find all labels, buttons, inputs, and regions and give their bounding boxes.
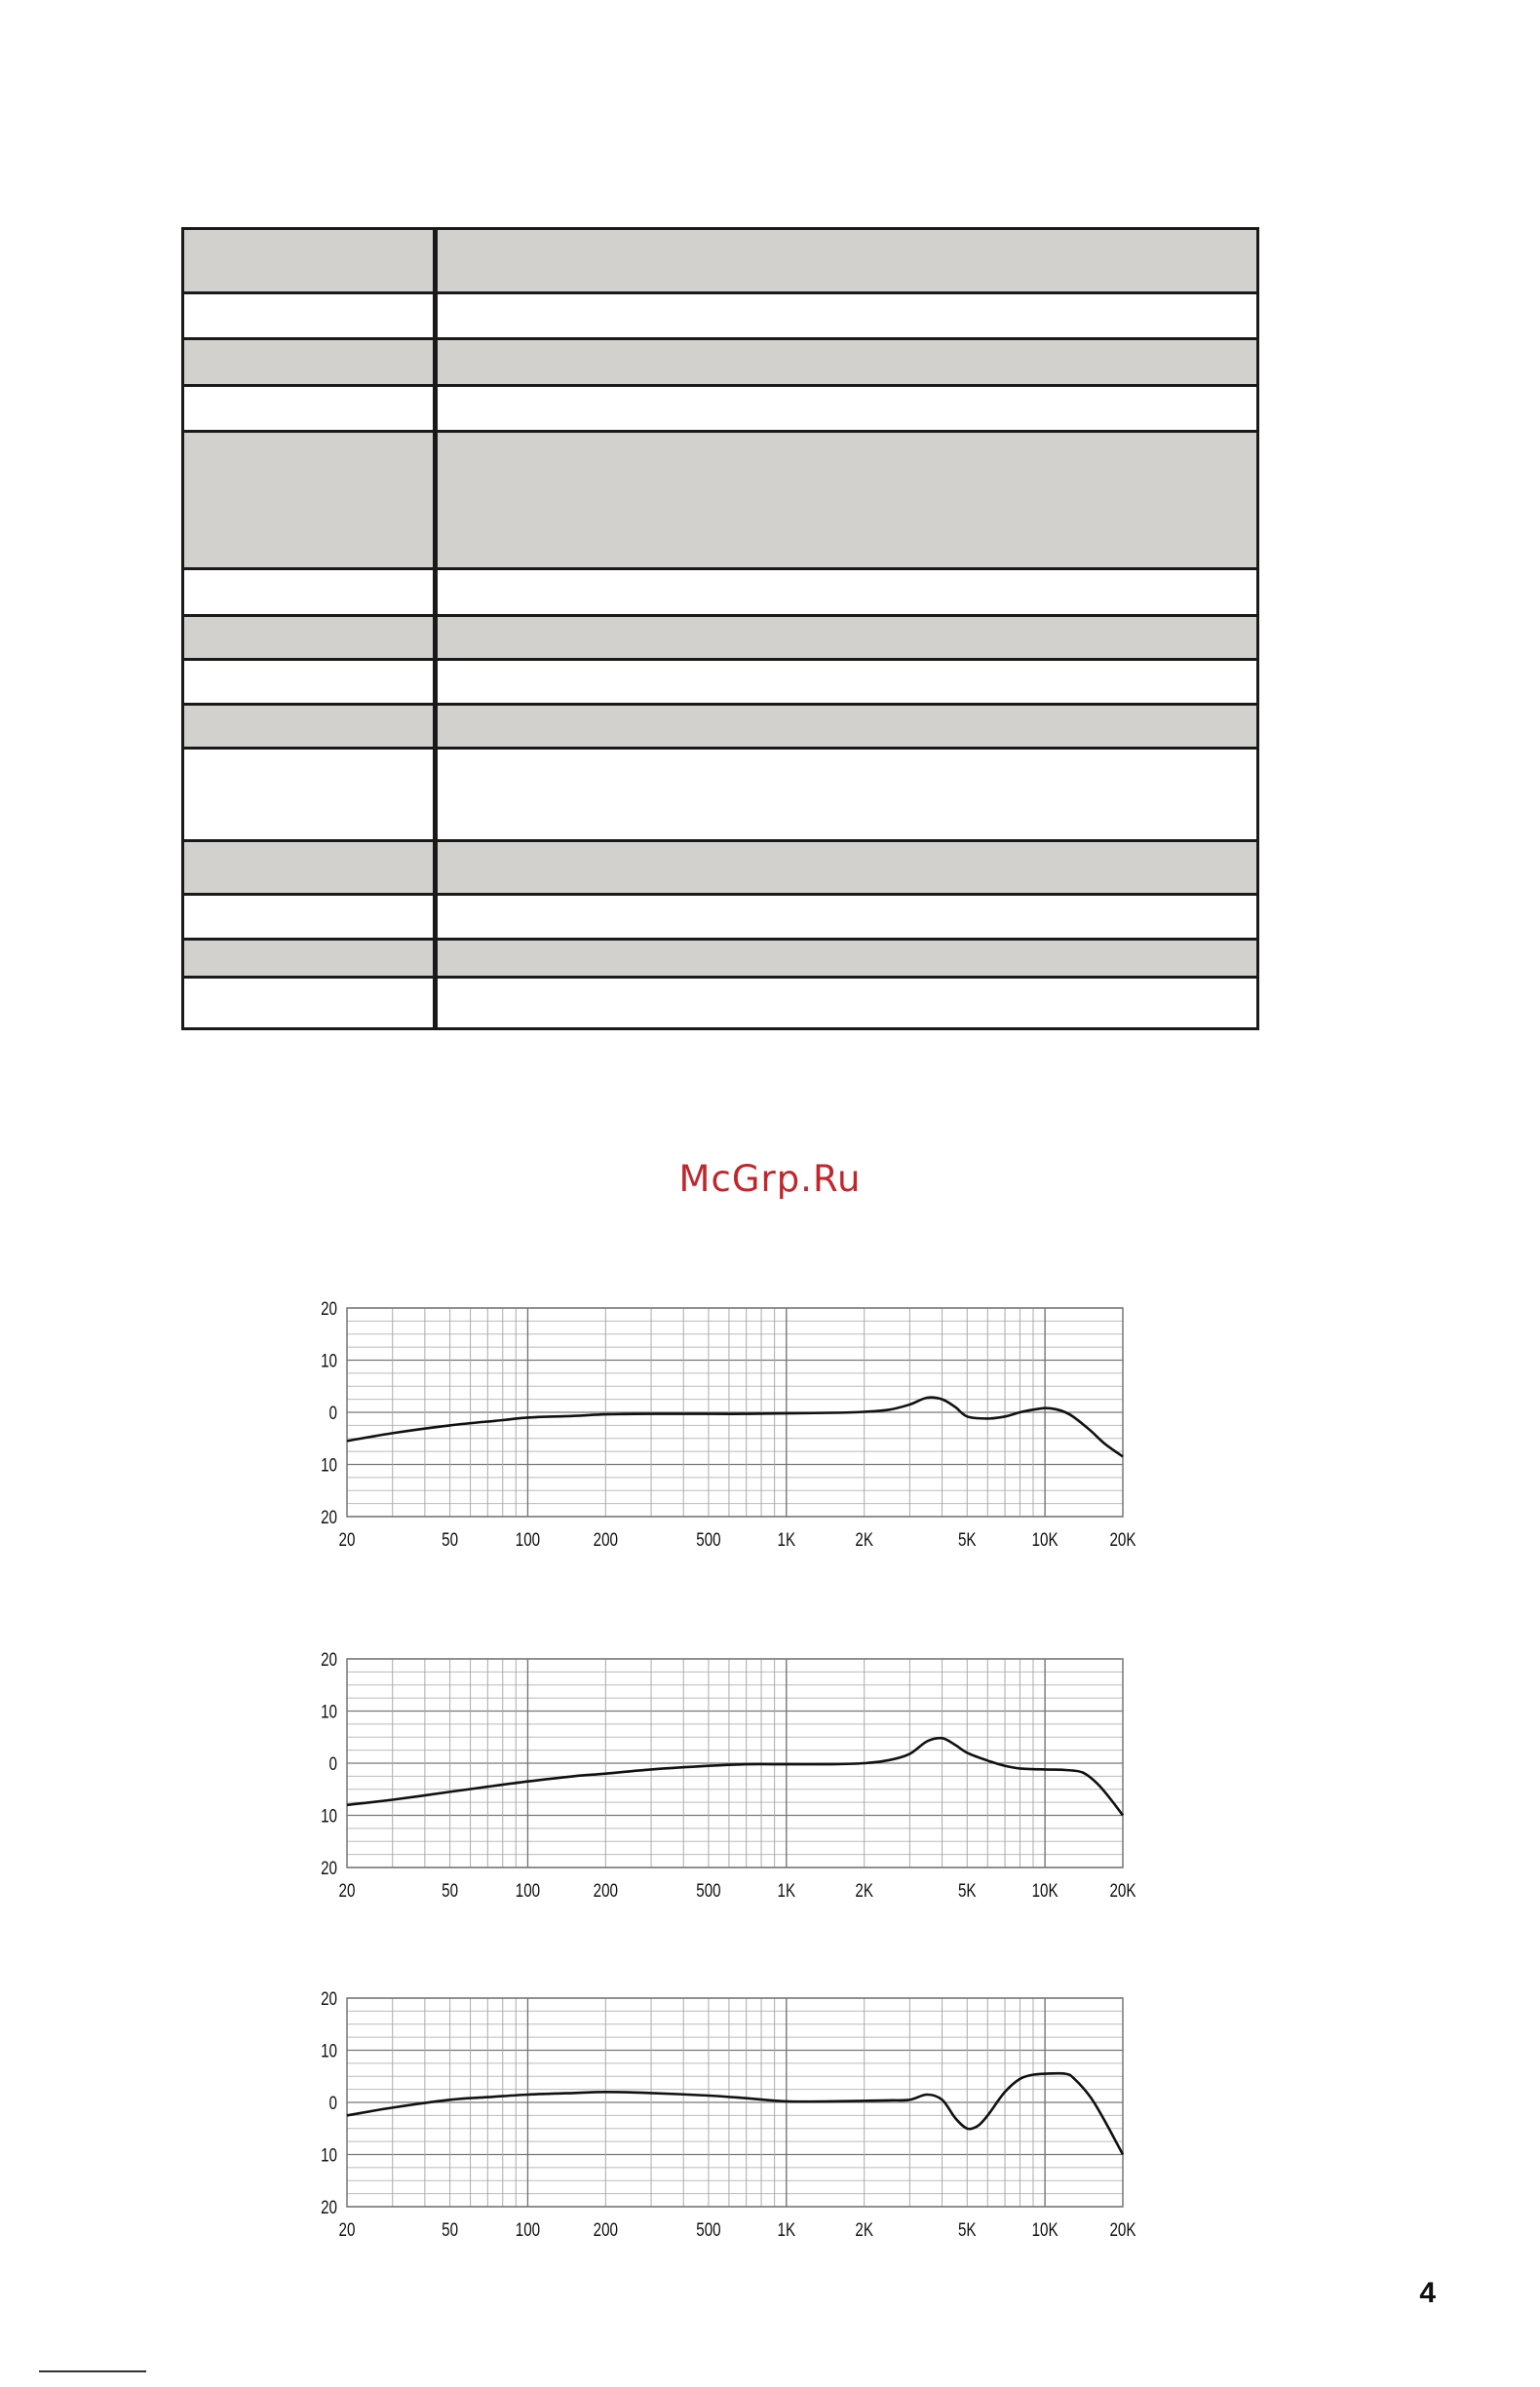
table-cell-value — [438, 941, 1256, 976]
table-cell-value — [438, 617, 1256, 658]
table-cell-label — [184, 661, 438, 703]
table-row — [184, 430, 1256, 567]
y-tick-label: 20 — [321, 1857, 337, 1879]
table-cell-label — [184, 387, 438, 430]
table-cell-label — [184, 896, 438, 938]
table-row — [184, 893, 1256, 938]
table-cell-value — [438, 340, 1256, 384]
table-cell-label — [184, 433, 438, 567]
x-tick-label: 200 — [593, 1528, 619, 1551]
frequency-response-chart-2 — [0, 1637, 1540, 1949]
y-tick-label: 10 — [321, 1453, 337, 1476]
x-tick-label: 1K — [777, 1528, 796, 1551]
table-row — [184, 337, 1256, 384]
x-tick-label: 200 — [593, 2218, 619, 2241]
table-cell-label — [184, 750, 438, 839]
x-tick-label: 500 — [696, 1528, 721, 1551]
x-tick-label: 50 — [442, 1879, 459, 1902]
y-tick-label: 20 — [321, 2196, 337, 2218]
table-cell-value — [438, 706, 1256, 747]
x-tick-label: 500 — [696, 1879, 721, 1902]
x-tick-label: 100 — [515, 1879, 541, 1902]
x-tick-label: 20K — [1109, 1528, 1136, 1551]
x-tick-label: 1K — [777, 1879, 796, 1902]
table-cell-label — [184, 941, 438, 976]
table-cell-value — [438, 433, 1256, 567]
x-tick-label: 1K — [777, 2218, 796, 2241]
footer-rule — [39, 2370, 146, 2372]
watermark: McGrp.Ru — [678, 1158, 862, 1200]
x-tick-label: 5K — [957, 1528, 977, 1551]
frequency-response-chart-3 — [0, 1977, 1540, 2289]
chart-svg — [0, 1637, 1540, 1949]
x-tick-label: 20K — [1109, 2218, 1136, 2241]
table-cell-label — [184, 842, 438, 893]
y-tick-label: 0 — [328, 2092, 337, 2114]
table-row — [184, 291, 1256, 337]
table-row — [184, 567, 1256, 614]
table-cell-label — [184, 706, 438, 747]
spec-table — [181, 227, 1259, 1030]
table-cell-value — [438, 570, 1256, 614]
x-tick-label: 100 — [515, 1528, 541, 1551]
y-tick-label: 10 — [321, 1349, 337, 1371]
table-row — [184, 938, 1256, 976]
table-cell-label — [184, 617, 438, 658]
table-cell-value — [438, 750, 1256, 839]
table-row — [184, 747, 1256, 839]
y-tick-label: 10 — [321, 1700, 337, 1722]
y-tick-label: 0 — [328, 1752, 337, 1775]
table-row — [184, 658, 1256, 703]
table-row — [184, 384, 1256, 430]
table-cell-label — [184, 570, 438, 614]
x-tick-label: 10K — [1031, 1528, 1059, 1551]
x-tick-label: 100 — [515, 2218, 541, 2241]
table-cell-label — [184, 294, 438, 337]
table-row — [184, 614, 1256, 658]
table-cell-value — [438, 661, 1256, 703]
x-tick-label: 20 — [338, 1528, 356, 1551]
table-cell-value — [438, 387, 1256, 430]
response-curve — [347, 2073, 1123, 2154]
x-tick-label: 50 — [442, 1528, 459, 1551]
table-cell-value — [438, 979, 1256, 1027]
y-tick-label: 20 — [321, 1987, 337, 2010]
x-tick-label: 2K — [855, 1879, 873, 1902]
x-tick-label: 5K — [957, 1879, 977, 1902]
table-row — [184, 230, 1256, 291]
table-row — [184, 839, 1256, 893]
response-curve — [347, 1398, 1123, 1457]
frequency-response-chart-1 — [0, 1287, 1540, 1598]
table-cell-label — [184, 230, 438, 291]
chart-svg — [0, 1287, 1540, 1598]
table-cell-value — [438, 842, 1256, 893]
y-tick-label: 0 — [328, 1402, 337, 1424]
chart-svg — [0, 1977, 1540, 2289]
x-tick-label: 50 — [442, 2218, 459, 2241]
table-cell-label — [184, 340, 438, 384]
table-cell-value — [438, 230, 1256, 291]
y-tick-label: 10 — [321, 1804, 337, 1827]
x-tick-label: 20K — [1109, 1879, 1136, 1902]
x-tick-label: 2K — [855, 2218, 873, 2241]
x-tick-label: 20 — [338, 1879, 356, 1902]
y-tick-label: 10 — [321, 2143, 337, 2166]
x-tick-label: 5K — [957, 2218, 977, 2241]
table-cell-value — [438, 294, 1256, 337]
table-cell-label — [184, 979, 438, 1027]
table-row — [184, 703, 1256, 747]
table-row — [184, 976, 1256, 1027]
y-tick-label: 10 — [321, 2039, 337, 2061]
x-tick-label: 20 — [338, 2218, 356, 2241]
page-number: 4 — [1419, 2277, 1436, 2309]
y-tick-label: 20 — [321, 1648, 337, 1671]
x-tick-label: 200 — [593, 1879, 619, 1902]
y-tick-label: 20 — [321, 1297, 337, 1320]
table-cell-value — [438, 896, 1256, 938]
x-tick-label: 10K — [1031, 1879, 1059, 1902]
y-tick-label: 20 — [321, 1506, 337, 1528]
x-tick-label: 2K — [855, 1528, 873, 1551]
x-tick-label: 500 — [696, 2218, 721, 2241]
x-tick-label: 10K — [1031, 2218, 1059, 2241]
